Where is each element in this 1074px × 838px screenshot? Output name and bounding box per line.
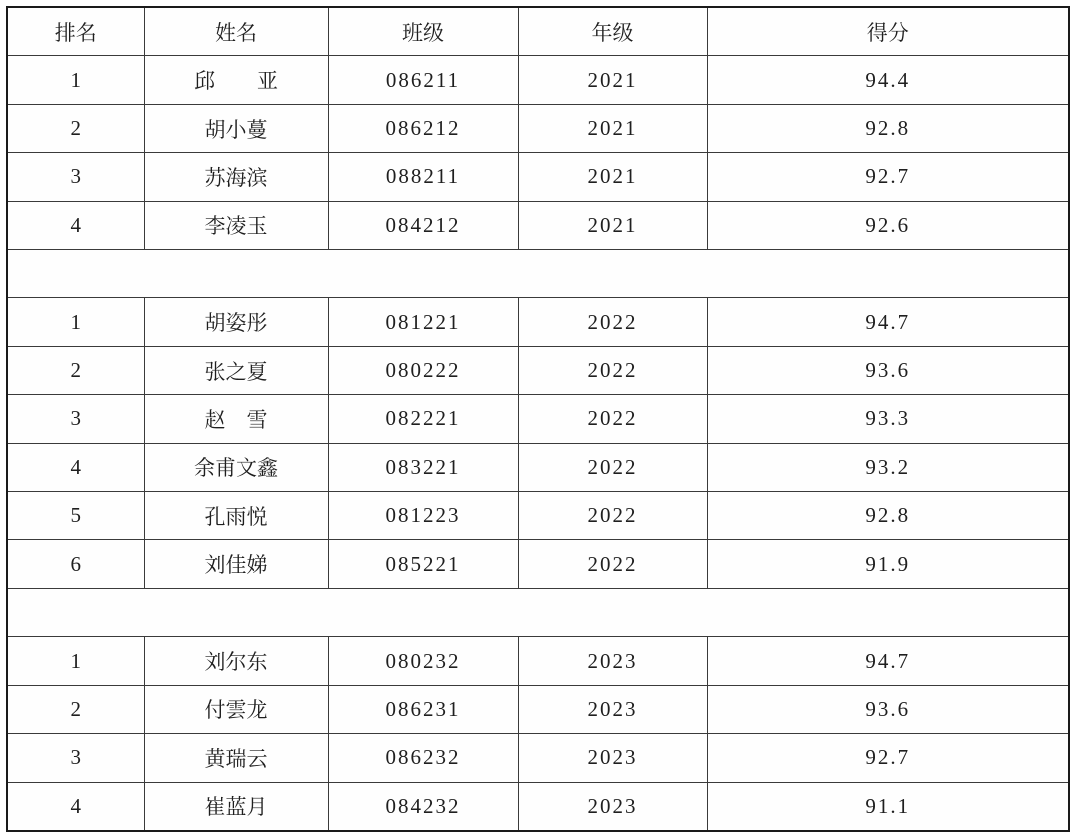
cell-rank: 4: [7, 782, 144, 831]
cell-rank: 2: [7, 685, 144, 733]
cell-score: 91.9: [707, 540, 1069, 588]
cell-score: 92.6: [707, 201, 1069, 249]
cell-score: 93.6: [707, 346, 1069, 394]
cell-class: 086232: [328, 734, 518, 782]
cell-grade: 2023: [518, 637, 707, 685]
cell-name: 苏海滨: [144, 153, 328, 201]
cell-score: 94.7: [707, 637, 1069, 685]
cell-score: 91.1: [707, 782, 1069, 831]
table-row: [7, 637, 1069, 685]
cell-class: 086211: [328, 56, 518, 104]
cell-rank: 6: [7, 540, 144, 588]
separator-row: [7, 250, 1069, 298]
cell-name: 张之夏: [144, 346, 328, 394]
cell-rank: 1: [7, 298, 144, 346]
table-row: [7, 492, 1069, 540]
cell-score: 93.3: [707, 395, 1069, 443]
cell-score: 92.7: [707, 153, 1069, 201]
cell-class: 082221: [328, 395, 518, 443]
cell-score: 94.4: [707, 56, 1069, 104]
cell-name: 崔蓝月: [144, 782, 328, 831]
score-table: [6, 6, 1070, 832]
table-row: [7, 201, 1069, 249]
cell-rank: 5: [7, 492, 144, 540]
cell-class: 086231: [328, 685, 518, 733]
header-cell-name: 姓名: [144, 7, 328, 56]
cell-class: 080232: [328, 637, 518, 685]
table-row: [7, 56, 1069, 104]
cell-class: 081223: [328, 492, 518, 540]
cell-grade: 2022: [518, 443, 707, 491]
cell-rank: 4: [7, 443, 144, 491]
cell-name: 刘尔东: [144, 637, 328, 685]
cell-rank: 2: [7, 346, 144, 394]
cell-name: 余甫文鑫: [144, 443, 328, 491]
cell-class: 085221: [328, 540, 518, 588]
header-row: [7, 7, 1069, 56]
cell-grade: 2022: [518, 540, 707, 588]
cell-grade: 2022: [518, 395, 707, 443]
separator-cell: [7, 250, 1069, 298]
cell-name: 胡小蔓: [144, 104, 328, 152]
cell-class: 081221: [328, 298, 518, 346]
table-row: [7, 104, 1069, 152]
cell-name: 付雲龙: [144, 685, 328, 733]
table-row: [7, 153, 1069, 201]
cell-score: 92.8: [707, 492, 1069, 540]
cell-grade: 2023: [518, 685, 707, 733]
cell-score: 92.8: [707, 104, 1069, 152]
cell-name: 黄瑞云: [144, 734, 328, 782]
cell-score: 92.7: [707, 734, 1069, 782]
cell-grade: 2021: [518, 201, 707, 249]
cell-grade: 2022: [518, 492, 707, 540]
cell-rank: 1: [7, 56, 144, 104]
cell-name: 邱 亚: [144, 56, 328, 104]
cell-name: 李凌玉: [144, 201, 328, 249]
cell-class: 084232: [328, 782, 518, 831]
cell-class: 083221: [328, 443, 518, 491]
cell-name: 刘佳娣: [144, 540, 328, 588]
cell-score: 93.2: [707, 443, 1069, 491]
cell-grade: 2021: [518, 56, 707, 104]
cell-rank: 4: [7, 201, 144, 249]
header-cell-rank: 排名: [7, 7, 144, 56]
cell-grade: 2023: [518, 782, 707, 831]
cell-class: 088211: [328, 153, 518, 201]
cell-rank: 3: [7, 395, 144, 443]
cell-class: 086212: [328, 104, 518, 152]
cell-name: 孔雨悦: [144, 492, 328, 540]
table-row: [7, 782, 1069, 831]
cell-class: 080222: [328, 346, 518, 394]
separator-cell: [7, 588, 1069, 636]
cell-class: 084212: [328, 201, 518, 249]
cell-rank: 3: [7, 153, 144, 201]
cell-rank: 1: [7, 637, 144, 685]
table-row: [7, 346, 1069, 394]
cell-score: 93.6: [707, 685, 1069, 733]
header-cell-class: 班级: [328, 7, 518, 56]
table-row: [7, 298, 1069, 346]
cell-grade: 2021: [518, 153, 707, 201]
cell-grade: 2022: [518, 298, 707, 346]
separator-row: [7, 588, 1069, 636]
table-row: [7, 540, 1069, 588]
cell-grade: 2022: [518, 346, 707, 394]
cell-score: 94.7: [707, 298, 1069, 346]
cell-rank: 3: [7, 734, 144, 782]
cell-grade: 2021: [518, 104, 707, 152]
header-cell-grade: 年级: [518, 7, 707, 56]
cell-name: 胡姿彤: [144, 298, 328, 346]
table-row: [7, 685, 1069, 733]
table-row: [7, 734, 1069, 782]
cell-rank: 2: [7, 104, 144, 152]
cell-name: 赵 雪: [144, 395, 328, 443]
table-row: [7, 443, 1069, 491]
table-row: [7, 395, 1069, 443]
header-cell-score: 得分: [707, 7, 1069, 56]
cell-grade: 2023: [518, 734, 707, 782]
